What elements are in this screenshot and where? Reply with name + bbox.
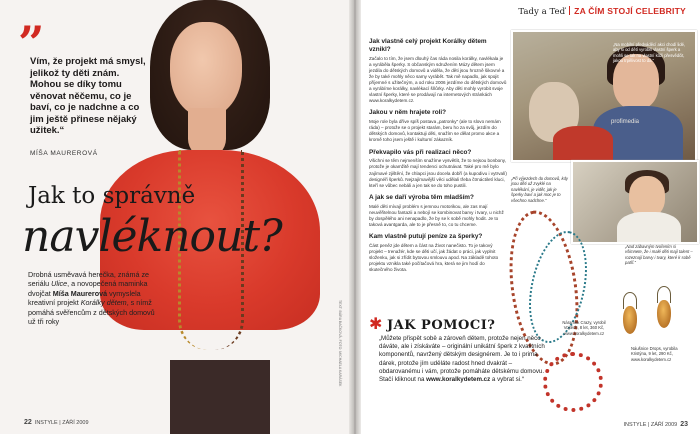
interview-answer: Moje role byla dříve spíš postava „patronky“ (ale to slovo nemám ráda) – protože se o projekt starám, beru ho za svůj, jezdím do dětských domovů, kontaktuji děti, snažím se dělat promo akce a kromě toho jsem ještě i kulturní zákazník. xyxy=(369,119,501,143)
quote-mark-icon: ” xyxy=(18,16,45,70)
lead-text-2: , a novopečená maminka dvojčat xyxy=(28,279,148,298)
spread-gutter xyxy=(349,0,361,434)
headline-line-2 xyxy=(22,211,282,262)
portrait-skirt xyxy=(170,360,270,434)
photo-watermark: profimedia xyxy=(611,119,640,125)
lead-project-name: Korálky dětem xyxy=(80,298,127,308)
interview-answer: Část peněz jde dětem a část na Život nanečisto. To je takový projekt – trenažér, kde se děti učí, jak žádat o práci, jak vyplnit složenku, jak si zřídit bytovou smlouvu apod. Na základě tohoto projektu vznikla také počítačová hra, která se jim hodí do skutečného života. xyxy=(369,242,499,273)
photo-credit: TEXT: BÁRA BAČKOVÁ, FOTO: MICHAELA KARÁSEK xyxy=(338,300,342,387)
help-title: JAK POMOCI? xyxy=(387,318,496,333)
earring-drop-left xyxy=(623,306,637,334)
interview-answer: Všichni se těm nejmenším snažíme vysvětlit, že to nejsou bonbony, protože je okamžitě mají tendenci ochutnávat. Také pro mě bylo zajímavé zjištění, že chlapci jsou docela dobří (a kupodivu i vytrvalí) designéři šperků. Nejzajímavější věci udělali třeba čtrnáctiletí kluci, kteří se vůbec nebáli a jen tak se do toho pustili. xyxy=(369,158,507,188)
right-page xyxy=(361,0,700,434)
earrings-caption: Náušnice Drops, vyrobila Kristýna, 9 let, 290 Kč, www.koralkydetem.cz xyxy=(631,346,678,362)
help-text-2: a vybrat si.“ xyxy=(490,376,524,384)
left-page xyxy=(0,0,349,434)
interview-column xyxy=(369,38,507,278)
workshop-photo-caption: „Na mobilní předváděcí akci chodí lidé, aby si od dětí vyrobili vlastní šperk a mohli se tak na vlastní kůži přesvědčit, jakou trpělivost to dá.“ xyxy=(613,42,686,64)
headline-line-1: Jak to správně xyxy=(28,183,196,209)
lead-text-3: vymyslela kreativní projekt xyxy=(28,288,141,308)
left-page-number: 22 xyxy=(24,419,32,426)
quote-author: MÍŠA MAUREROVÁ xyxy=(30,150,98,157)
child-shirt xyxy=(617,212,681,244)
left-folio xyxy=(24,419,89,426)
lead-person-name: Míša Maurerová xyxy=(52,288,108,298)
series-header xyxy=(518,6,686,17)
photo-child xyxy=(553,126,613,160)
portrait-face xyxy=(170,22,242,117)
help-text-1: „Můžete přispět sobě a zároveň dětem, protože nejen něco dáváte, ale i získáváte – originální unikátní šperk z kvalitních komponentů, navržený dětským designérem. Je to i prima dárek, protože jím uděláte radost hned dvakrát – obdarovanému i vám, protože pomáháte dětskému domovu. Stačí kliknout na xyxy=(379,335,545,384)
asterisk-icon: ✱ xyxy=(369,314,383,333)
caption-right: „Nad zábavným tvořením si všimnete, že i malé děti mají talent – rozeznají barvy i tvary, které k sobě patří.“ xyxy=(625,244,693,266)
pull-quote: Vím, že projekt má smysl, jelikož ty děti znám. Mohou se díky tomu věnovat něčemu, co je baví, co je nadchne a co jim ještě přinese nějaký užitek.“ xyxy=(30,56,146,136)
interview-question: Překvapilo vás při realizaci něco? xyxy=(369,148,472,156)
series-topic: ZA ČÍM STOJÍ CELEBRITY xyxy=(574,6,686,16)
interview-question: A jak se daří výroba těm mladším? xyxy=(369,193,474,201)
lead-text-1: Drobná usměvavá herečka, známá ze seriálu xyxy=(28,270,150,289)
child-photo xyxy=(571,160,699,244)
right-page-number: 23 xyxy=(680,421,688,428)
earring-drop-right xyxy=(657,300,671,328)
help-link[interactable]: www.koralkydetem.cz xyxy=(426,376,491,384)
bracelet-caption: Náramek Crazy, vyrobil Vojtěch, 8 let, 360 Kč, www.koralkydetem.cz xyxy=(562,320,606,336)
lead-paragraph xyxy=(28,270,158,326)
help-text xyxy=(379,335,549,384)
bracelet-red xyxy=(543,352,603,412)
series-divider xyxy=(569,6,570,15)
interview-answer: Začalo to tím, že jsem dlouhý čas ráda nosila korálky, navlékala je a vyráběla šperky. S občanským sdružením Múzy dětem jsem jezdila do dětských domovů a viděla, že děti jsou hrozně šikovné a že by také mohly něco samy vyrábět. Tak mě napadlo, jak spojit příjemné s užitečným, a od roku 2006 jezdíme do dětských domovů a vyrábíme korálky, navlékací šňůrky. Aby děti mohly vyrobit svoje vlastní šperky, které se prodávají na internetových stránkách www.koralkydetem.cz. xyxy=(369,55,507,104)
interview-answer: Malé děti mívají problém s jemnou motorikou, ale zas mají neuvěřitelnou fantazii a nebojí se kombinovat barvy i tvary, u nichž by dospělého ani nenapadlo, že by se k sobě mohly hodit. Je to taková avantgarda, ale to je přesně to, co tu chceme. xyxy=(369,203,504,227)
interview-question: Jak vlastně celý projekt Korálky dětem vznikl? xyxy=(369,38,487,53)
lead-text-4: , s nímž pomáhá svěřencům z dětských domovů už tři roky xyxy=(28,298,155,327)
headline-question-mark: ? xyxy=(259,211,282,262)
left-folio-text: INSTYLE | ZÁŘÍ 2009 xyxy=(34,420,89,426)
interview-question: Jakou v něm hrajete roli? xyxy=(369,109,447,117)
right-folio xyxy=(624,421,689,428)
headline-word: navléknout xyxy=(22,211,260,262)
series-name: Tady a Teď xyxy=(518,7,566,17)
lead-show-name: Ulice xyxy=(51,279,68,289)
caption-left: „Při výjezdech do domovů, kdy jsou děti už zvyklé na navlékání, je vidět, jak je šperky baví a jak moc je to všechno nadchne.“ xyxy=(511,176,569,203)
right-folio-text: INSTYLE | ZÁŘÍ 2009 xyxy=(623,422,678,428)
interview-question: Kam vlastně putují peníze za šperky? xyxy=(369,232,483,240)
